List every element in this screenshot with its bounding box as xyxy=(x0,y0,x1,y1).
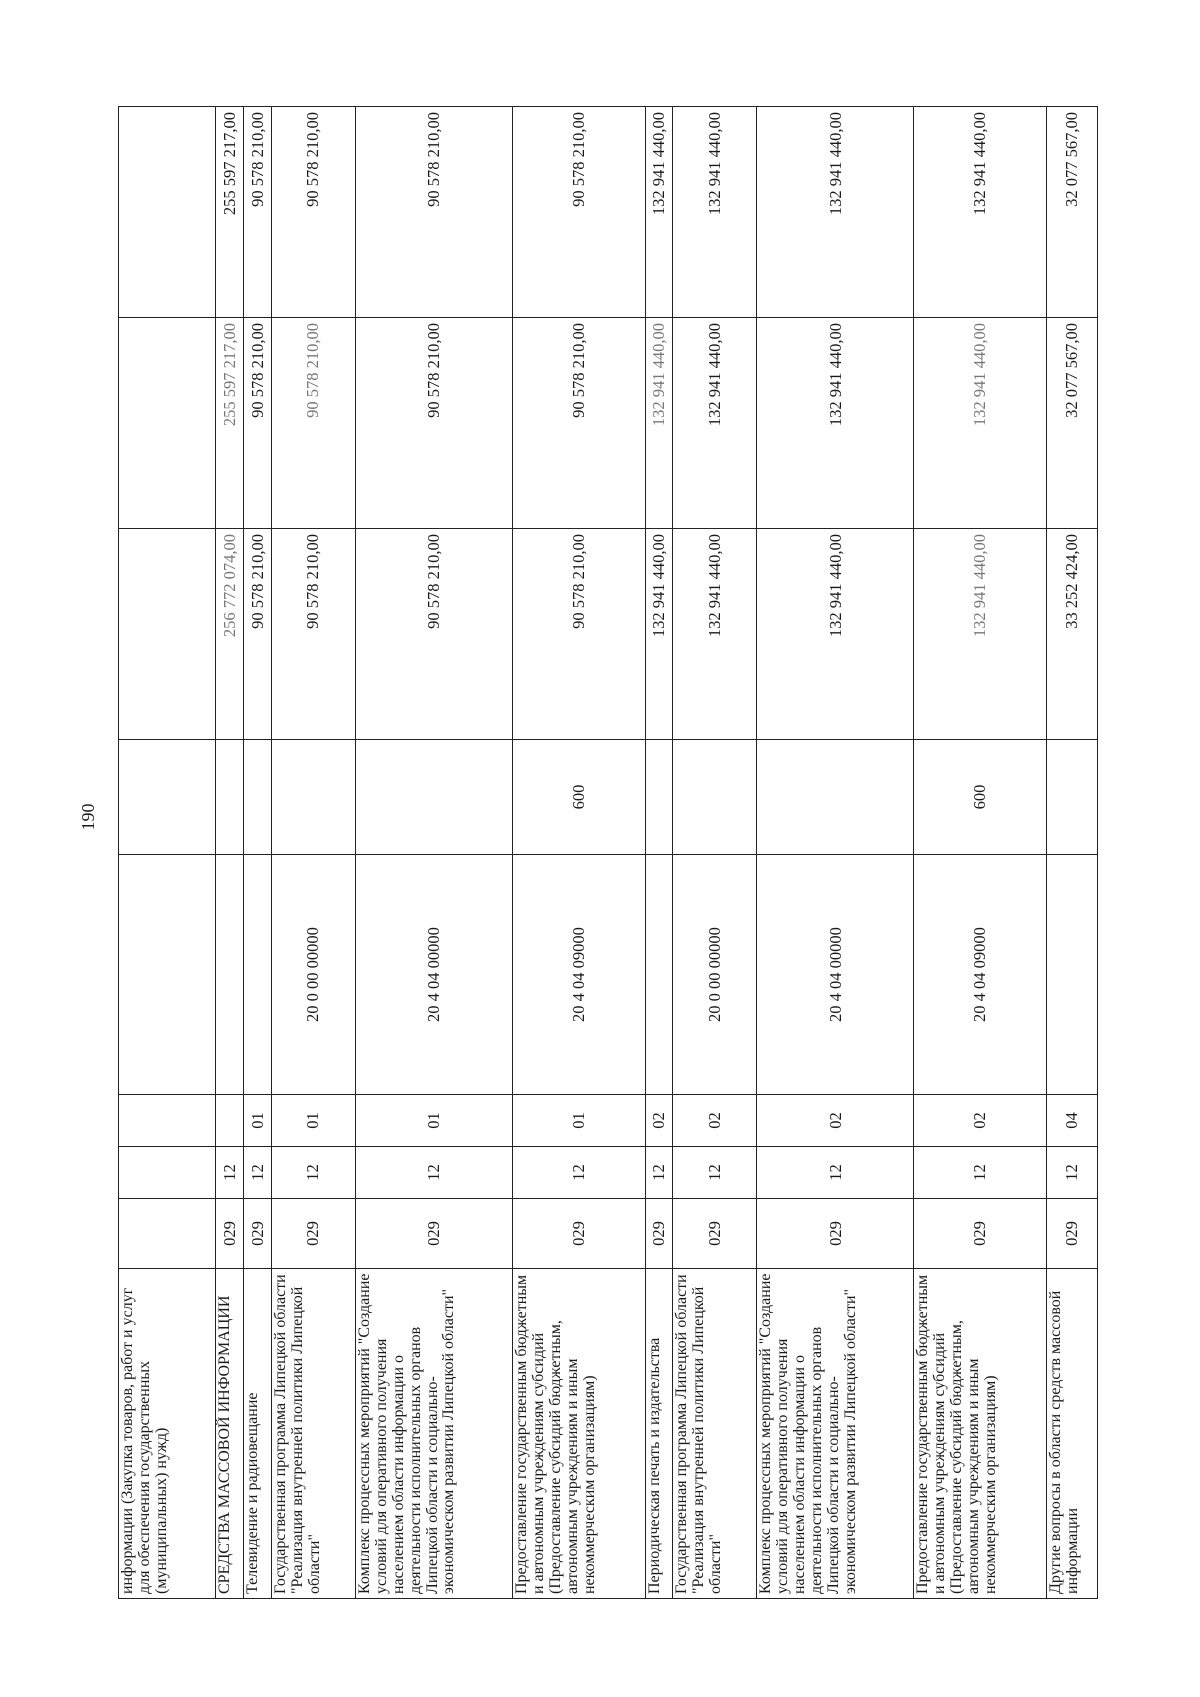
row-name: СРЕДСТВА МАССОВОЙ ИНФОРМАЦИИ xyxy=(216,1269,244,1599)
ved-code: 029 xyxy=(673,1199,757,1269)
subsection-code: 02 xyxy=(914,1095,1047,1147)
row-name: Телевидение и радиовещание xyxy=(243,1269,271,1599)
target-article-code: 20 4 04 09000 xyxy=(512,855,645,1095)
section-code: 12 xyxy=(355,1147,512,1199)
sum-year-3 xyxy=(119,107,216,318)
subsection-code: 04 xyxy=(1047,1095,1098,1147)
ved-code: 029 xyxy=(271,1199,355,1269)
subsection-code: 02 xyxy=(645,1095,673,1147)
ved-code: 029 xyxy=(645,1199,673,1269)
row-name: Комплекс процессных мероприятий "Создание условий для оперативного получения населением области информации о деятельности исполнительных органов Липецкой области и социально-экономическом развитии Липецкой области" xyxy=(757,1269,914,1599)
expense-type-code xyxy=(1047,740,1098,855)
section-code: 12 xyxy=(673,1147,757,1199)
expense-type-code xyxy=(757,740,914,855)
target-article-code: 20 0 00 00000 xyxy=(673,855,757,1095)
expense-type-code xyxy=(243,740,271,855)
target-article-code: 20 4 04 09000 xyxy=(914,855,1047,1095)
sum-year-3: 90 578 210,00 xyxy=(271,107,355,318)
subsection-code: 01 xyxy=(271,1095,355,1147)
section-code: 12 xyxy=(1047,1147,1098,1199)
sum-year-2: 132 941 440,00 xyxy=(914,318,1047,529)
sum-year-3: 132 941 440,00 xyxy=(914,107,1047,318)
section-code: 12 xyxy=(914,1147,1047,1199)
sum-year-2: 90 578 210,00 xyxy=(243,318,271,529)
budget-table xyxy=(118,106,1098,1599)
table-row xyxy=(512,107,645,1599)
table-row xyxy=(216,107,244,1599)
sum-year-1: 132 941 440,00 xyxy=(673,529,757,740)
sum-year-1: 132 941 440,00 xyxy=(914,529,1047,740)
row-name: Государственная программа Липецкой области "Реализация внутренней политики Липецкой области" xyxy=(271,1269,355,1599)
ved-code: 029 xyxy=(355,1199,512,1269)
section-code: 12 xyxy=(645,1147,673,1199)
row-name: Предоставление государственным бюджетным и автономным учреждениям субсидий (Предоставление субсидий бюджетным, автономным учреждениям и иным некоммерческим организациям) xyxy=(512,1269,645,1599)
row-name: Предоставление государственным бюджетным и автономным учреждениям субсидий (Предоставление субсидий бюджетным, автономным учреждениям и иным некоммерческим организациям) xyxy=(914,1269,1047,1599)
row-name: Комплекс процессных мероприятий "Создание условий для оперативного получения населением области информации о деятельности исполнительных органов Липецкой области и социально-экономическом развитии Липецкой области" xyxy=(355,1269,512,1599)
sum-year-3: 132 941 440,00 xyxy=(757,107,914,318)
target-article-code xyxy=(119,855,216,1095)
ved-code: 029 xyxy=(243,1199,271,1269)
sum-year-1: 33 252 424,00 xyxy=(1047,529,1098,740)
sum-year-2: 132 941 440,00 xyxy=(645,318,673,529)
section-code: 12 xyxy=(757,1147,914,1199)
ved-code: 029 xyxy=(757,1199,914,1269)
sum-year-1: 90 578 210,00 xyxy=(271,529,355,740)
table-row xyxy=(1047,107,1098,1599)
sum-year-1: 90 578 210,00 xyxy=(512,529,645,740)
sum-year-2: 90 578 210,00 xyxy=(512,318,645,529)
expense-type-code xyxy=(673,740,757,855)
target-article-code xyxy=(216,855,244,1095)
table-row xyxy=(757,107,914,1599)
target-article-code: 20 4 04 00000 xyxy=(355,855,512,1095)
expense-type-code xyxy=(216,740,244,855)
section-code: 12 xyxy=(512,1147,645,1199)
section-code xyxy=(119,1147,216,1199)
sum-year-1: 90 578 210,00 xyxy=(355,529,512,740)
sum-year-1 xyxy=(119,529,216,740)
sum-year-2: 90 578 210,00 xyxy=(355,318,512,529)
page-number: 190 xyxy=(78,803,98,831)
section-code: 12 xyxy=(243,1147,271,1199)
subsection-code xyxy=(216,1095,244,1147)
sum-year-2: 132 941 440,00 xyxy=(757,318,914,529)
table-row xyxy=(914,107,1047,1599)
sum-year-3: 32 077 567,00 xyxy=(1047,107,1098,318)
ved-code xyxy=(119,1199,216,1269)
row-name: информации (Закупка товаров, работ и услуг для обеспечения государственных (муниципальных) нужд) xyxy=(119,1269,216,1599)
row-name: Периодическая печать и издательства xyxy=(645,1269,673,1599)
sum-year-2: 255 597 217,00 xyxy=(216,318,244,529)
ved-code: 029 xyxy=(216,1199,244,1269)
target-article-code xyxy=(1047,855,1098,1095)
expense-type-code: 600 xyxy=(512,740,645,855)
table-row xyxy=(119,107,216,1599)
target-article-code xyxy=(243,855,271,1095)
sum-year-3: 255 597 217,00 xyxy=(216,107,244,318)
table-row xyxy=(645,107,673,1599)
row-name: Государственная программа Липецкой области "Реализация внутренней политики Липецкой области" xyxy=(673,1269,757,1599)
ved-code: 029 xyxy=(512,1199,645,1269)
expense-type-code xyxy=(271,740,355,855)
subsection-code: 02 xyxy=(673,1095,757,1147)
subsection-code: 01 xyxy=(243,1095,271,1147)
target-article-code: 20 4 04 00000 xyxy=(757,855,914,1095)
sum-year-1: 132 941 440,00 xyxy=(645,529,673,740)
section-code: 12 xyxy=(271,1147,355,1199)
sum-year-2 xyxy=(119,318,216,529)
subsection-code xyxy=(119,1095,216,1147)
expense-type-code: 600 xyxy=(914,740,1047,855)
sum-year-3: 132 941 440,00 xyxy=(645,107,673,318)
sum-year-3: 90 578 210,00 xyxy=(243,107,271,318)
expense-type-code xyxy=(355,740,512,855)
ved-code: 029 xyxy=(914,1199,1047,1269)
table-row xyxy=(673,107,757,1599)
target-article-code: 20 0 00 00000 xyxy=(271,855,355,1095)
ved-code: 029 xyxy=(1047,1199,1098,1269)
subsection-code: 02 xyxy=(757,1095,914,1147)
sum-year-1: 132 941 440,00 xyxy=(757,529,914,740)
sum-year-1: 90 578 210,00 xyxy=(243,529,271,740)
expense-type-code xyxy=(119,740,216,855)
sum-year-3: 90 578 210,00 xyxy=(512,107,645,318)
sum-year-3: 90 578 210,00 xyxy=(355,107,512,318)
subsection-code: 01 xyxy=(355,1095,512,1147)
sum-year-2: 132 941 440,00 xyxy=(673,318,757,529)
target-article-code xyxy=(645,855,673,1095)
section-code: 12 xyxy=(216,1147,244,1199)
sum-year-1: 256 772 074,00 xyxy=(216,529,244,740)
sum-year-2: 32 077 567,00 xyxy=(1047,318,1098,529)
table-row xyxy=(271,107,355,1599)
table-row xyxy=(355,107,512,1599)
sum-year-2: 90 578 210,00 xyxy=(271,318,355,529)
expense-type-code xyxy=(645,740,673,855)
subsection-code: 01 xyxy=(512,1095,645,1147)
table-row xyxy=(243,107,271,1599)
row-name: Другие вопросы в области средств массовой информации xyxy=(1047,1269,1098,1599)
sum-year-3: 132 941 440,00 xyxy=(673,107,757,318)
